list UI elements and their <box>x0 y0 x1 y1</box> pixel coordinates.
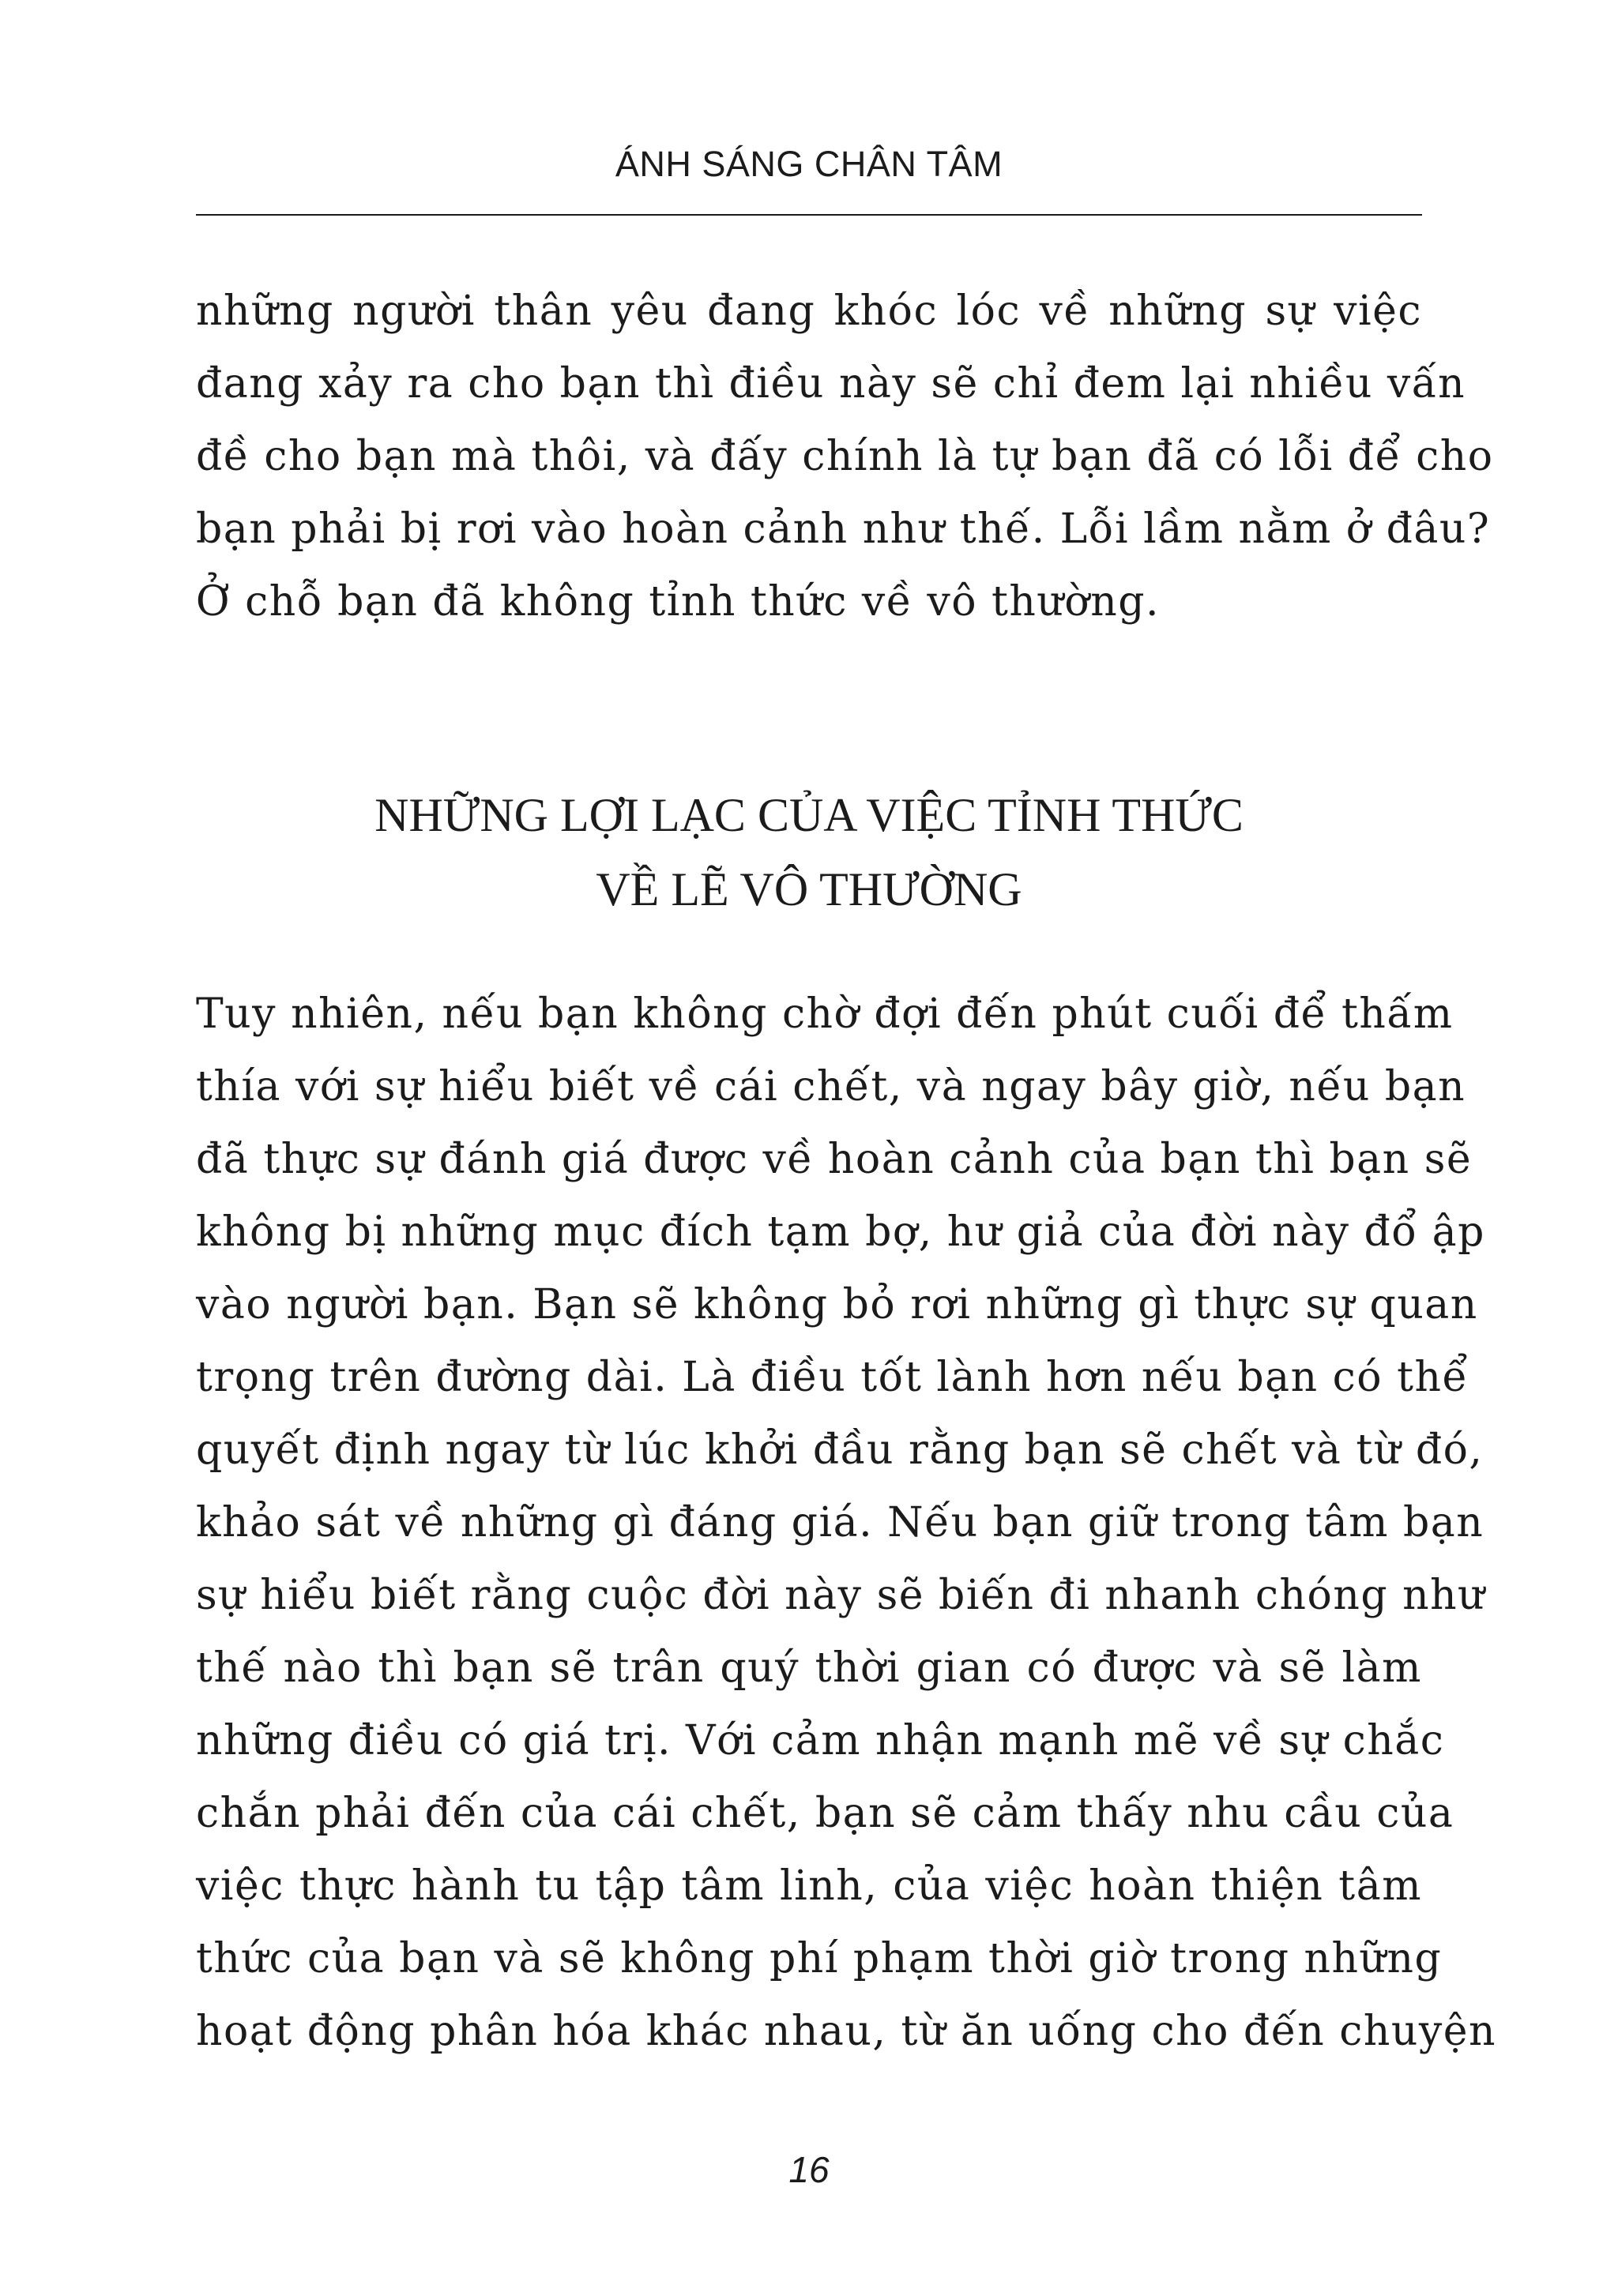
header-divider <box>196 214 1422 216</box>
text-line: thế nào thì bạn sẽ trân quý thời gian có được và sẽ làm <box>196 1644 1422 1692</box>
page-number: 16 <box>788 2149 830 2190</box>
text-line: đề cho bạn mà thôi, và đấy chính là tự bạn đã có lỗi để cho <box>196 433 1494 480</box>
text-line: sự hiểu biết rằng cuộc đời này sẽ biến đi nhanh chóng như <box>196 1572 1486 1619</box>
text-line: việc thực hành tu tập tâm linh, của việc hoàn thiện tâm <box>196 1862 1422 1910</box>
text-line: đã thực sự đánh giá được về hoàn cảnh của bạn thì bạn sẽ <box>196 1136 1473 1183</box>
section-heading <box>196 778 1422 926</box>
text-line: không bị những mục đích tạm bợ, hư giả của đời này đổ ập <box>196 1208 1485 1256</box>
text-line: bạn phải bị rơi vào hoàn cảnh như thế. Lỗi lầm nằm ở đâu? <box>196 505 1491 553</box>
text-line: đang xảy ra cho bạn thì điều này sẽ chỉ đem lại nhiều vấn <box>196 360 1466 408</box>
text-line: những điều có giá trị. Với cảm nhận mạnh mẽ về sự chắc <box>196 1717 1445 1764</box>
text-line: trọng trên đường dài. Là điều tốt lành hơn nếu bạn có thể <box>196 1354 1469 1401</box>
running-header: ÁNH SÁNG CHÂN TÂM <box>615 144 1003 184</box>
text-line: quyết định ngay từ lúc khởi đầu rằng bạn sẽ chết và từ đó, <box>196 1426 1484 1474</box>
text-line: Tuy nhiên, nếu bạn không chờ đợi đến phút cuối để thấm <box>196 990 1454 1038</box>
paragraph-1 <box>196 275 1494 638</box>
text-line: Ở chỗ bạn đã không tỉnh thức về vô thường. <box>196 578 1161 626</box>
text-line: thía với sự hiểu biết về cái chết, và ngay bây giờ, nếu bạn <box>196 1063 1466 1110</box>
text-line: những người thân yêu đang khóc lóc về những sự việc <box>196 287 1422 335</box>
section-heading-line: VỀ LẼ VÔ THƯỜNG <box>596 863 1022 915</box>
text-line: vào người bạn. Bạn sẽ không bỏ rơi những gì thực sự quan <box>196 1281 1478 1328</box>
text-line: khảo sát về những gì đáng giá. Nếu bạn giữ trong tâm bạn <box>196 1499 1484 1546</box>
text-line: hoạt động phân hóa khác nhau, từ ăn uống cho đến chuyện <box>196 2008 1496 2055</box>
paragraph-2 <box>196 978 1496 2068</box>
section-heading-line: NHỮNG LỢI LẠC CỦA VIỆC TỈNH THỨC <box>374 789 1244 841</box>
text-line: thức của bạn và sẽ không phí phạm thời giờ trong những <box>196 1935 1443 1982</box>
text-line: chắn phải đến của cái chết, bạn sẽ cảm thấy nhu cầu của <box>196 1790 1454 1837</box>
